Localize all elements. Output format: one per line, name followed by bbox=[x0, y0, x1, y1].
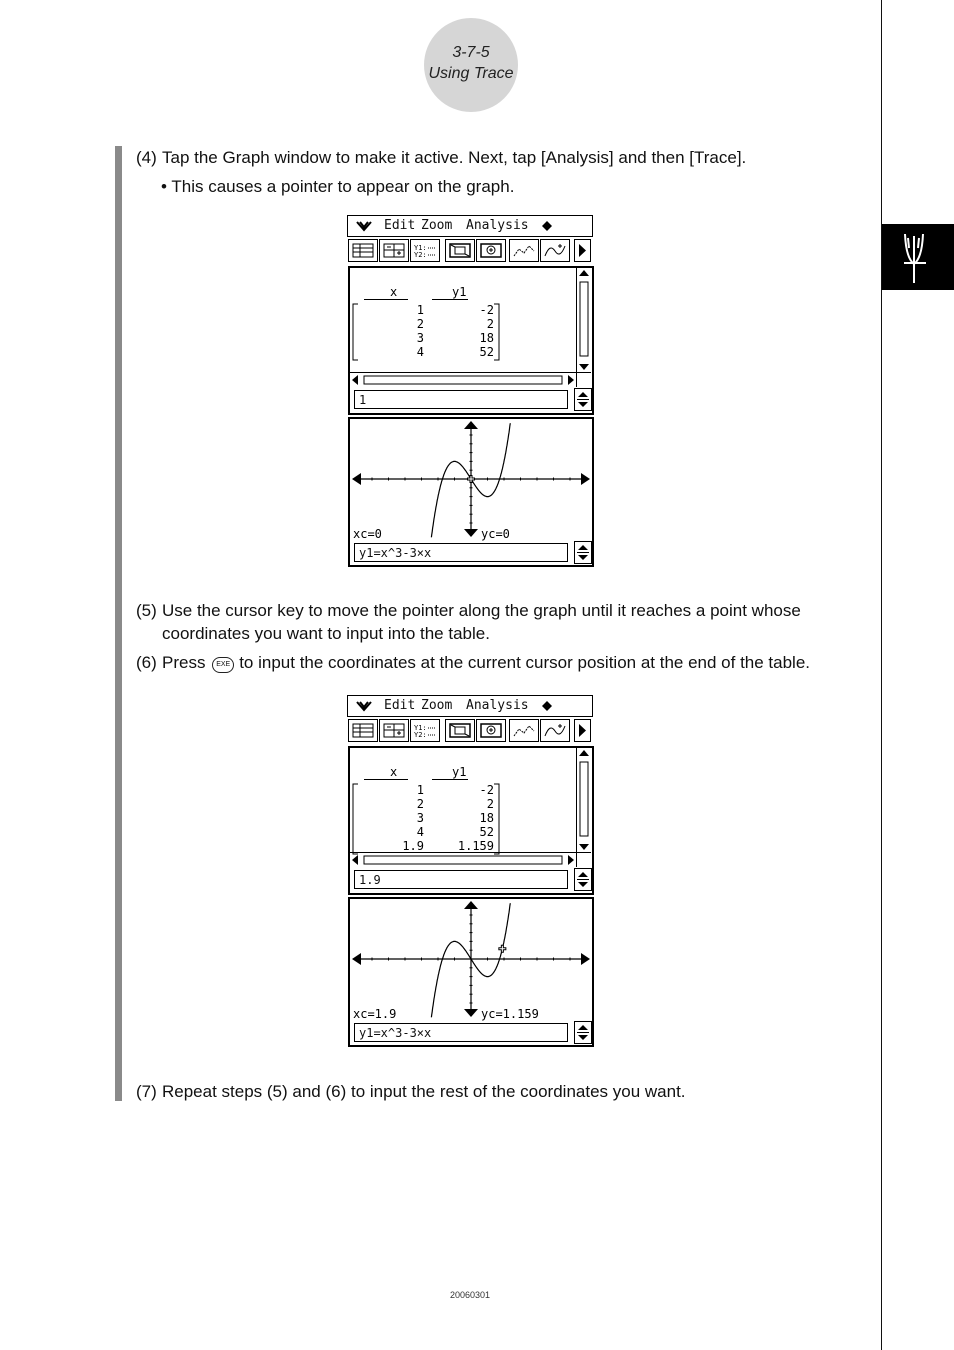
y-axis-up-arrow-icon bbox=[464, 901, 478, 909]
menu-bar bbox=[347, 215, 593, 237]
table-view-button[interactable] bbox=[348, 719, 378, 742]
trace-pointer-center bbox=[468, 476, 474, 482]
scroll-corner bbox=[576, 372, 591, 387]
scroll-corner bbox=[576, 852, 591, 867]
graph-editor-button[interactable] bbox=[410, 719, 440, 742]
zoom-box-icon bbox=[449, 723, 471, 738]
zoom-in-button[interactable] bbox=[476, 239, 506, 262]
menu-analysis[interactable]: Analysis bbox=[466, 218, 529, 233]
svg-text:Y2:: Y2: bbox=[414, 251, 427, 258]
bullet-text: • This causes a pointer to appear on the graph. bbox=[161, 177, 515, 196]
vertical-scrollbar[interactable] bbox=[576, 748, 591, 852]
y-axis-down-arrow-icon bbox=[464, 1009, 478, 1017]
y-axis-up-arrow-icon bbox=[464, 421, 478, 429]
cell-y1[interactable]: 18 bbox=[479, 811, 494, 825]
zoom-box-button[interactable] bbox=[445, 719, 475, 742]
table-icon bbox=[352, 243, 374, 258]
cell-entry-text: 1 bbox=[359, 393, 367, 407]
menu-zoom[interactable]: Zoom bbox=[421, 698, 453, 713]
cell-y1[interactable]: 2 bbox=[486, 317, 494, 331]
trace-icon bbox=[544, 243, 566, 258]
plot-button[interactable] bbox=[509, 239, 539, 262]
menu-bar bbox=[347, 695, 593, 717]
menu-zoom[interactable]: Zoom bbox=[421, 218, 453, 233]
graph-editor-icon bbox=[414, 243, 436, 258]
table-row bbox=[350, 346, 510, 360]
cell-x[interactable]: 3 bbox=[416, 811, 424, 825]
table-settings-button[interactable] bbox=[379, 239, 409, 262]
step-number: (7) bbox=[136, 1082, 157, 1101]
cell-y1[interactable]: -2 bbox=[479, 783, 494, 797]
section-title: Using Trace bbox=[428, 65, 514, 82]
graph-editor-icon bbox=[414, 723, 436, 738]
function-scroll-icon[interactable] bbox=[574, 541, 592, 564]
trace-xc-readout: xc=0 bbox=[353, 527, 382, 541]
trace-icon bbox=[544, 723, 566, 738]
cell-y1[interactable]: 1.159 bbox=[457, 839, 494, 853]
table-settings-button[interactable] bbox=[379, 719, 409, 742]
cell-x[interactable]: 1 bbox=[416, 783, 424, 797]
cell-x[interactable]: 4 bbox=[416, 825, 424, 839]
chapter-tab bbox=[882, 224, 954, 290]
step-text-before: Press bbox=[162, 653, 206, 672]
menu-edit[interactable]: Edit bbox=[384, 698, 416, 713]
svg-text:Y1:: Y1: bbox=[414, 244, 427, 252]
toolbar bbox=[347, 719, 593, 742]
step-text-line-1: Use the cursor key to move the pointer along the graph until it reaches a point whose bbox=[162, 601, 801, 620]
graph-window[interactable] bbox=[348, 897, 594, 1047]
table-row bbox=[350, 318, 510, 332]
entry-scroll-icon[interactable] bbox=[574, 388, 592, 411]
menu-analysis[interactable]: Analysis bbox=[466, 698, 529, 713]
table-view-button[interactable] bbox=[348, 239, 378, 262]
zoom-box-icon bbox=[449, 243, 471, 258]
plot-button[interactable] bbox=[509, 719, 539, 742]
cell-entry-text: 1.9 bbox=[359, 873, 381, 887]
function-text: y1=x^3-3×x bbox=[359, 1026, 432, 1040]
cell-y1[interactable]: 18 bbox=[479, 331, 494, 345]
zoom-in-icon bbox=[480, 723, 502, 738]
zoom-in-icon bbox=[480, 243, 502, 258]
step-number: (4) bbox=[136, 148, 157, 167]
cell-x[interactable]: 2 bbox=[416, 317, 424, 331]
graph-editor-button[interactable] bbox=[410, 239, 440, 262]
cell-entry-field[interactable] bbox=[354, 390, 568, 409]
table-row bbox=[350, 826, 510, 840]
x-axis-left-arrow-icon bbox=[352, 953, 361, 965]
table-settings-icon bbox=[383, 243, 405, 258]
svg-text:Y1:: Y1: bbox=[414, 724, 427, 732]
trace-pointer-center bbox=[499, 946, 505, 952]
calculator-screen-1 bbox=[347, 215, 593, 567]
toolbar-scroll-right-icon[interactable] bbox=[574, 719, 591, 742]
column-header-x: x bbox=[390, 765, 398, 779]
column-header-y1: y1 bbox=[452, 285, 467, 299]
function-scroll-icon[interactable] bbox=[574, 1021, 592, 1044]
zoom-in-button[interactable] bbox=[476, 719, 506, 742]
cell-x[interactable]: 4 bbox=[416, 345, 424, 359]
step-text-after: to input the coordinates at the current cursor position at the end of the table. bbox=[239, 653, 811, 672]
table-row bbox=[350, 304, 510, 318]
graph-plot bbox=[350, 419, 592, 541]
svg-text:Y2:: Y2: bbox=[414, 731, 427, 738]
function-entry-field[interactable] bbox=[354, 1023, 568, 1042]
graph-plot bbox=[350, 899, 592, 1021]
cell-x[interactable]: 2 bbox=[416, 797, 424, 811]
cell-y1[interactable]: 52 bbox=[479, 345, 494, 359]
cell-y1[interactable]: 52 bbox=[479, 825, 494, 839]
cell-x[interactable]: 3 bbox=[416, 331, 424, 345]
cell-x[interactable]: 1 bbox=[416, 303, 424, 317]
cell-y1[interactable]: 2 bbox=[486, 797, 494, 811]
menu-edit[interactable]: Edit bbox=[384, 218, 416, 233]
table-icon bbox=[352, 723, 374, 738]
trace-xc-readout: xc=1.9 bbox=[353, 1007, 397, 1021]
step-number: (6) bbox=[136, 653, 157, 672]
table-row bbox=[350, 812, 510, 826]
vertical-scrollbar[interactable] bbox=[576, 268, 591, 372]
trace-button[interactable] bbox=[540, 719, 570, 742]
plot-icon bbox=[513, 723, 535, 738]
step-text: Repeat steps (5) and (6) to input the rest of the coordinates you want. bbox=[162, 1082, 686, 1101]
plot-icon bbox=[513, 243, 535, 258]
table-row bbox=[350, 332, 510, 346]
table-settings-icon bbox=[383, 723, 405, 738]
step-margin-bar bbox=[115, 146, 122, 1101]
step-text-line-2: coordinates you want to input into the table. bbox=[162, 624, 490, 643]
y-axis-down-arrow-icon bbox=[464, 529, 478, 537]
cell-entry-field[interactable] bbox=[354, 870, 568, 889]
section-number: 3-7-5 bbox=[452, 44, 490, 61]
function-text: y1=x^3-3×x bbox=[359, 546, 432, 560]
exe-key-icon: EXE bbox=[212, 657, 234, 673]
entry-scroll-icon[interactable] bbox=[574, 868, 592, 891]
calculator-screen-2 bbox=[347, 695, 593, 1047]
table-row bbox=[350, 798, 510, 812]
page-edge-rule bbox=[881, 0, 882, 1350]
cell-y1[interactable]: -2 bbox=[479, 303, 494, 317]
zoom-box-button[interactable] bbox=[445, 239, 475, 262]
x-axis-right-arrow-icon bbox=[581, 473, 590, 485]
graph-table-icon bbox=[882, 224, 954, 290]
cell-x[interactable]: 1.9 bbox=[402, 839, 424, 853]
x-axis-right-arrow-icon bbox=[581, 953, 590, 965]
step-number: (5) bbox=[136, 601, 157, 620]
toolbar-scroll-right-icon[interactable] bbox=[574, 239, 591, 262]
table-window[interactable] bbox=[348, 746, 594, 895]
column-header-x: x bbox=[390, 285, 398, 299]
footer-code: 20060301 bbox=[449, 1290, 491, 1300]
graph-window[interactable] bbox=[348, 417, 594, 567]
trace-yc-readout: yc=1.159 bbox=[481, 1007, 539, 1021]
horizontal-scrollbar[interactable] bbox=[350, 852, 576, 867]
function-entry-field[interactable] bbox=[354, 543, 568, 562]
table-window[interactable] bbox=[348, 266, 594, 415]
trace-yc-readout: yc=0 bbox=[481, 527, 510, 541]
step-text: Tap the Graph window to make it active. Next, tap [Analysis] and then [Trace]. bbox=[162, 148, 747, 167]
trace-button[interactable] bbox=[540, 239, 570, 262]
column-header-y1: y1 bbox=[452, 765, 467, 779]
table-row bbox=[350, 784, 510, 798]
toolbar bbox=[347, 239, 593, 262]
step-4-bullet bbox=[161, 175, 514, 198]
horizontal-scrollbar[interactable] bbox=[350, 372, 576, 387]
x-axis-left-arrow-icon bbox=[352, 473, 361, 485]
